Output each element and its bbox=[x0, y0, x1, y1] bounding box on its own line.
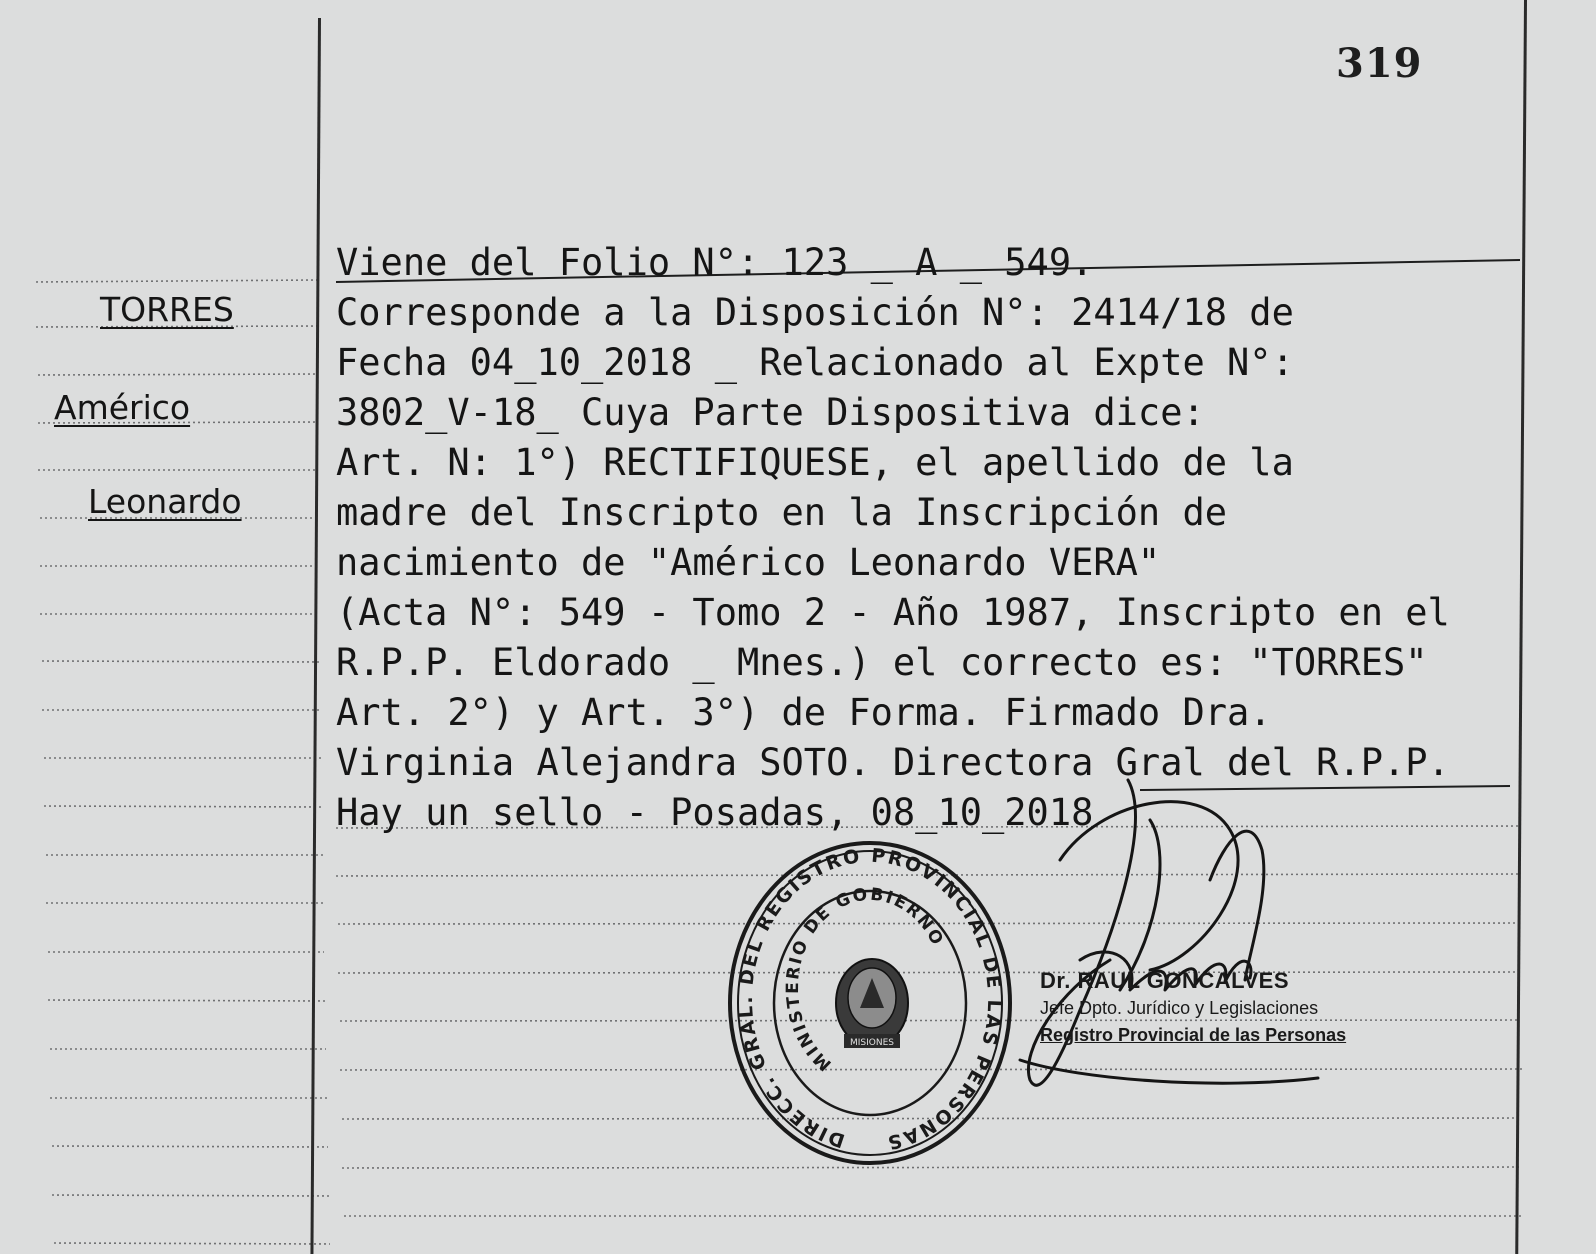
text-line: Art. N: 1°) RECTIFIQUESE, el apellido de la bbox=[336, 441, 1294, 484]
signature-block bbox=[1040, 968, 1380, 1046]
coat-of-arms-icon bbox=[836, 959, 908, 1048]
signer-name: Dr. RAUL GONCALVES bbox=[1040, 968, 1289, 993]
text-line: Viene del Folio N°: 123 _ A _ 549. bbox=[336, 241, 1094, 284]
official-stamp bbox=[722, 838, 1018, 1168]
stamp-inner-text: MINISTERIO DE GOBIERNO bbox=[782, 884, 948, 1075]
text-line: Corresponde a la Disposición N°: 2414/18 de bbox=[336, 291, 1294, 334]
margin-middle-name: Leonardo bbox=[88, 482, 242, 521]
text-line: R.P.P. Eldorado _ Mnes.) el correcto es: "TORRES" bbox=[336, 641, 1428, 684]
handwritten-signature bbox=[1000, 760, 1330, 1120]
page-number: 319 bbox=[1336, 40, 1423, 87]
text-line: nacimiento de "Américo Leonardo VERA" bbox=[336, 541, 1161, 584]
signer-office: Registro Provincial de las Personas bbox=[1040, 1025, 1347, 1045]
text-line: madre del Inscripto en la Inscripción de bbox=[336, 491, 1228, 534]
text-line: Fecha 04_10_2018 _ Relacionado al Expte N°: bbox=[336, 341, 1294, 384]
text-line: (Acta N°: 549 - Tomo 2 - Año 1987, Inscripto en el bbox=[336, 591, 1450, 634]
text-line: Virginia Alejandra SOTO. Directora Gral del R.P.P. bbox=[336, 741, 1450, 784]
emblem-label: MISIONES bbox=[849, 1038, 895, 1048]
signer-role: Jefe Dpto. Jurídico y Legislaciones bbox=[1040, 998, 1319, 1018]
entry-text bbox=[336, 238, 1526, 838]
text-line: Hay un sello - Posadas, 08_10_2018 bbox=[336, 791, 1094, 834]
margin-first-name: Américo bbox=[54, 388, 191, 427]
stamp-outer-text: DIRECC. GRAL. DEL REGISTRO PROVINCIAL DE LAS PERSONAS bbox=[734, 844, 1006, 1154]
margin-surname: TORRES bbox=[100, 290, 234, 329]
text-line: 3802_V-18_ Cuya Parte Dispositiva dice: bbox=[336, 391, 1205, 434]
text-line: Art. 2°) y Art. 3°) de Forma. Firmado Dra. bbox=[336, 691, 1272, 734]
